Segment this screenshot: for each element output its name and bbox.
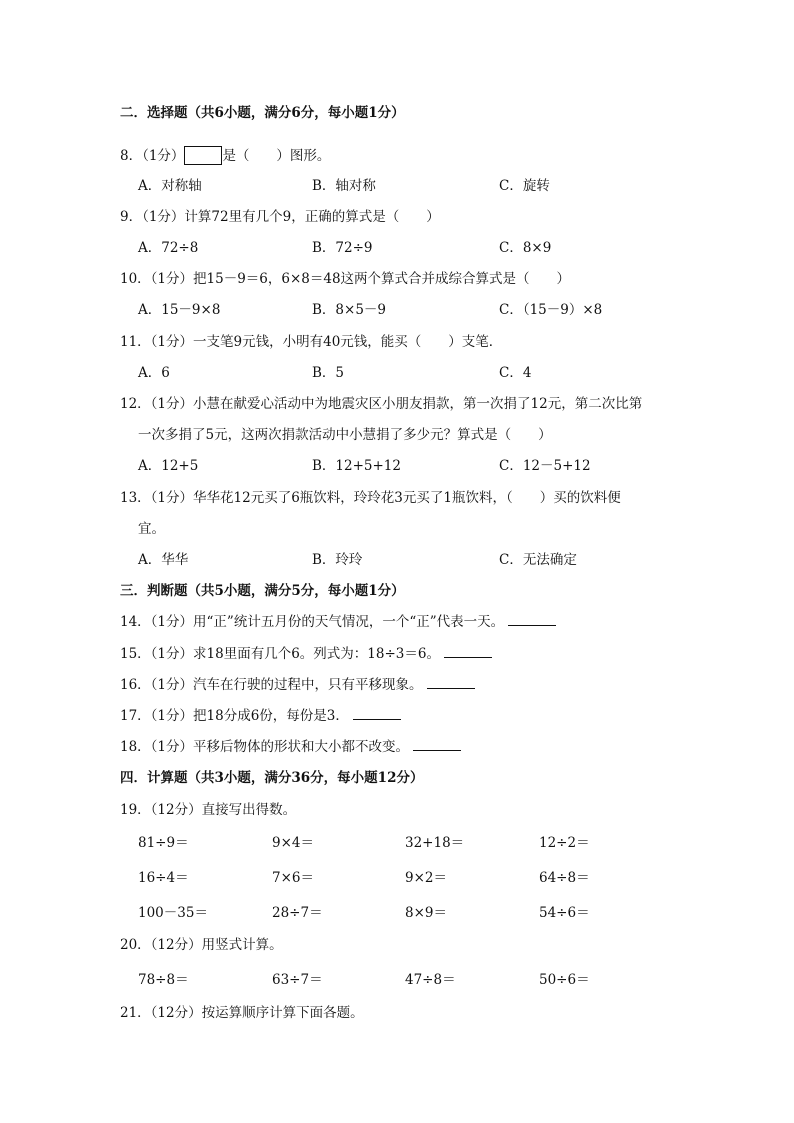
- calc-item: 9×4＝: [272, 835, 314, 851]
- calc-item: 78÷8＝: [138, 972, 189, 988]
- q11-option-a: A．6: [138, 365, 170, 381]
- question-14-text: 14．（1分）用“正”统计五月份的天气情况，一个“正”代表一天。: [120, 614, 505, 630]
- calc-item: 16÷4＝: [138, 870, 189, 886]
- question-12-line-1: 12．（1分）小慧在献爱心活动中为地震灾区小朋友捐款，第一次捐了12元，第二次比第: [120, 396, 643, 412]
- q8-option-c: C．旋转: [499, 178, 550, 194]
- calc-item: 64÷8＝: [539, 870, 590, 886]
- question-15: [120, 645, 492, 663]
- calc-item: 54÷6＝: [539, 905, 590, 921]
- calc-item: 63÷7＝: [272, 972, 323, 988]
- q8-option-a: A．对称轴: [138, 178, 202, 194]
- q10-option-a: A．15－9×8: [138, 302, 221, 318]
- calc-item: 7×6＝: [272, 870, 314, 886]
- question-15-text: 15．（1分）求18里面有几个6。列式为：18÷3＝6。: [120, 646, 440, 662]
- calc-item: 28÷7＝: [272, 905, 323, 921]
- question-13-line-1: 13．（1分）华华花12元买了6瓶饮料，玲玲花3元买了1瓶饮料，（ ）买的饮料便: [120, 490, 621, 506]
- calc-item: 8×9＝: [405, 905, 447, 921]
- question-18: [120, 738, 461, 756]
- calc-item: 12÷2＝: [539, 835, 590, 851]
- question-8: [120, 146, 330, 165]
- q13-option-a: A．华华: [138, 552, 189, 568]
- q13-option-c: C．无法确定: [499, 552, 577, 568]
- question-20: 20．（12分）用竖式计算。: [120, 937, 283, 953]
- q11-option-b: B．5: [312, 365, 345, 381]
- question-17: [120, 707, 401, 725]
- calc-item: 50÷6＝: [539, 972, 590, 988]
- question-16: [120, 676, 475, 694]
- section-heading-judge: 三．判断题（共5小题，满分5分，每小题1分）: [120, 583, 405, 599]
- question-12-line-2: 一次多捐了5元，这两次捐款活动中小慧捐了多少元？算式是（ ）: [138, 427, 552, 443]
- q9-option-b: B．72÷9: [312, 240, 373, 256]
- answer-blank[interactable]: [413, 738, 461, 751]
- q10-option-b: B．8×5－9: [312, 302, 386, 318]
- question-18-text: 18．（1分）平移后物体的形状和大小都不改变。: [120, 739, 410, 755]
- q9-option-c: C．8×9: [499, 240, 552, 256]
- calc-item: 100－35＝: [138, 905, 208, 921]
- q13-option-b: B．玲玲: [312, 552, 363, 568]
- question-8-prefix: 8．（1分）: [120, 148, 185, 164]
- question-8-suffix: 是（ ）图形。: [222, 148, 331, 164]
- calc-item: 47÷8＝: [405, 972, 456, 988]
- q11-option-c: C．4: [499, 365, 532, 381]
- question-16-text: 16．（1分）汽车在行驶的过程中，只有平移现象。: [120, 677, 423, 693]
- calc-item: 32+18＝: [405, 835, 465, 851]
- question-17-text: 17．（1分）把18分成6份，每份是3．: [120, 708, 349, 724]
- section-heading-choice: 二．选择题（共6小题，满分6分，每小题1分）: [120, 105, 405, 121]
- calc-item: 81÷9＝: [138, 835, 189, 851]
- answer-blank[interactable]: [353, 707, 401, 720]
- question-10: 10．（1分）把15－9＝6，6×8＝48这两个算式合并成综合算式是（ ）: [120, 271, 571, 287]
- question-13-line-2: 宜。: [138, 521, 165, 537]
- q10-option-c: C．（15－9）×8: [499, 302, 603, 318]
- question-11: 11．（1分）一支笔9元钱，小明有40元钱，能买（ ）支笔．: [120, 334, 503, 350]
- answer-blank[interactable]: [444, 645, 492, 658]
- calc-item: 9×2＝: [405, 870, 447, 886]
- answer-blank[interactable]: [427, 676, 475, 689]
- q12-option-c: C．12－5+12: [499, 458, 591, 474]
- q9-option-a: A．72÷8: [138, 240, 199, 256]
- q12-option-a: A．12+5: [138, 458, 199, 474]
- question-21: 21．（12分）按运算顺序计算下面各题。: [120, 1005, 364, 1021]
- section-heading-calc: 四．计算题（共3小题，满分36分，每小题12分）: [120, 770, 424, 786]
- answer-blank[interactable]: [508, 613, 556, 626]
- question-9: 9．（1分）计算72里有几个9，正确的算式是（ ）: [120, 209, 440, 225]
- q8-option-b: B．轴对称: [312, 178, 376, 194]
- q12-option-b: B．12+5+12: [312, 458, 401, 474]
- question-19: 19．（12分）直接写出得数。: [120, 802, 297, 818]
- question-14: [120, 613, 556, 631]
- rectangle-figure: [184, 146, 222, 165]
